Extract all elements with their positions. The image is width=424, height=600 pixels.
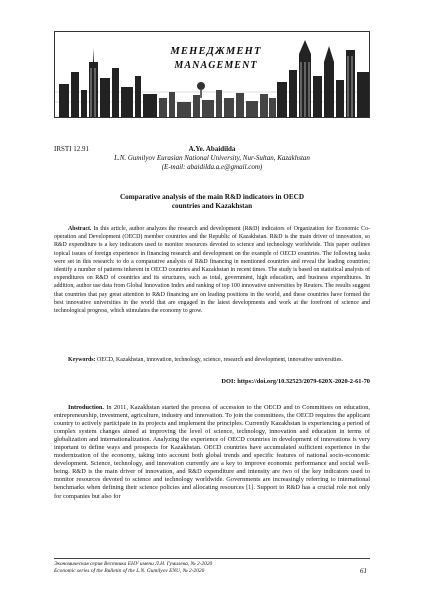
keywords-label: Keywords:: [68, 357, 96, 363]
city-skyline-graphic: [55, 32, 370, 118]
section-banner: [54, 31, 370, 118]
doi-link[interactable]: DOI: https://doi.org/10.32523/2079-620X-2020-2-61-70: [221, 378, 370, 385]
irsti-code: IRSTI 12.91: [54, 145, 89, 153]
author-block: [54, 145, 370, 172]
section-title-ru: МЕНЕДЖМЕНТ: [170, 46, 262, 57]
keywords-text: OECD, Kazakhstan, innovation, technology, science, research and development, innovative universities.: [96, 357, 343, 363]
footer-line-en: Economic series of the Bulletin of the L.N. Gumilyov ENU, № 2-2020: [54, 568, 205, 574]
section-title-en: MANAGEMENT: [174, 60, 258, 71]
introduction-label: Introduction.: [68, 404, 105, 411]
abstract-label: Abstract.: [68, 226, 92, 232]
article-title: [90, 193, 334, 211]
keywords-paragraph: [54, 356, 370, 364]
abstract-text: In this article, author analyzes the research and development (R&D) indicators of Organization for Economic Co-operation and Development (OECD) member countries and the Republic of Kazakhstan. R&D is the main driver of innovation, so R&D expenditure is a key indicators used to monitor resources devoted to science and technology worldwide. This paper outlines topical issues of foreign experience in financing research and development on the example of OECD countries. The following tasks were set in this research: to do a comparative analysis of R&D financing in mentioned countries and reveal the leading countries; identify a number of patterns inherent in OECD countries and Kazakhstan in recent times. The study is based on statistical analysis of expenditures on R&D of countries and its structures, such as total, government, high education, and business expenditures. In addition, author use data from Global Innovation Index and ranking of top 100 innovative universities by Reuters. The results suggest that countries that pay great attention to R&D financing are on leading positions in the world, and these countries have formed the best innovative universities in the world that are engaged in the latest developments and work at the forefront of science and technological progress, which stimulates the economy to grow.: [54, 226, 370, 315]
article-title-line-2: countries and Kazakhstan: [171, 202, 253, 210]
author-name: A.Ye. Abaidilda: [188, 145, 236, 153]
introduction-text: In 2011, Kazakhstan started the process of accession to the OECD and to Committees on education, entrepreneurship, investment, agriculture, industry and innovation. To join the committees, the OECD requires the applicant country to actively participate in its projects and implement the principles. Currently Kazakhstan is experiencing a period of complex system changes aimed at improving the level of science, technology, innovation and education in terms of globalization and internationalization. Analyzing the experience of OECD countries in development of innovations is very important to define ways and prospects for Kazakhstan. OECD countries have accumulated sufficient experience in the modernization of the economy, taking into account both global trends and specific features of national socio-economic development. Science, technology, and innovation currently are a key to improve economic performance and social well-being. R&D is the main driver of innovation, and R&D expenditure and intensity are two of the key indicators used to monitor resources devoted to science and technology worldwide. Governments are increasingly referring to international benchmarks when defining their science policies and allocating resources [1]. Support to R&D has a crucial role not only for companies but also for: [54, 404, 370, 500]
author-affiliation: L.N. Gumilyov Eurasian National University, Nur-Sultan, Kazakhstan: [114, 154, 310, 162]
page-number: 61: [360, 567, 367, 575]
abstract-paragraph: [54, 225, 370, 315]
footer-divider: [54, 558, 370, 559]
author-email: (E-mail: abaidilda.a.e@gmail.com): [161, 163, 263, 171]
journal-footer: [54, 561, 354, 575]
footer-line-ru: Экономическая серия Вестника ЕНУ имени Л.Н. Гумилева, № 2-2020: [54, 561, 213, 567]
introduction-paragraph: [54, 404, 370, 501]
article-title-line-1: Comparative analysis of the main R&D indicators in OECD: [119, 193, 305, 201]
